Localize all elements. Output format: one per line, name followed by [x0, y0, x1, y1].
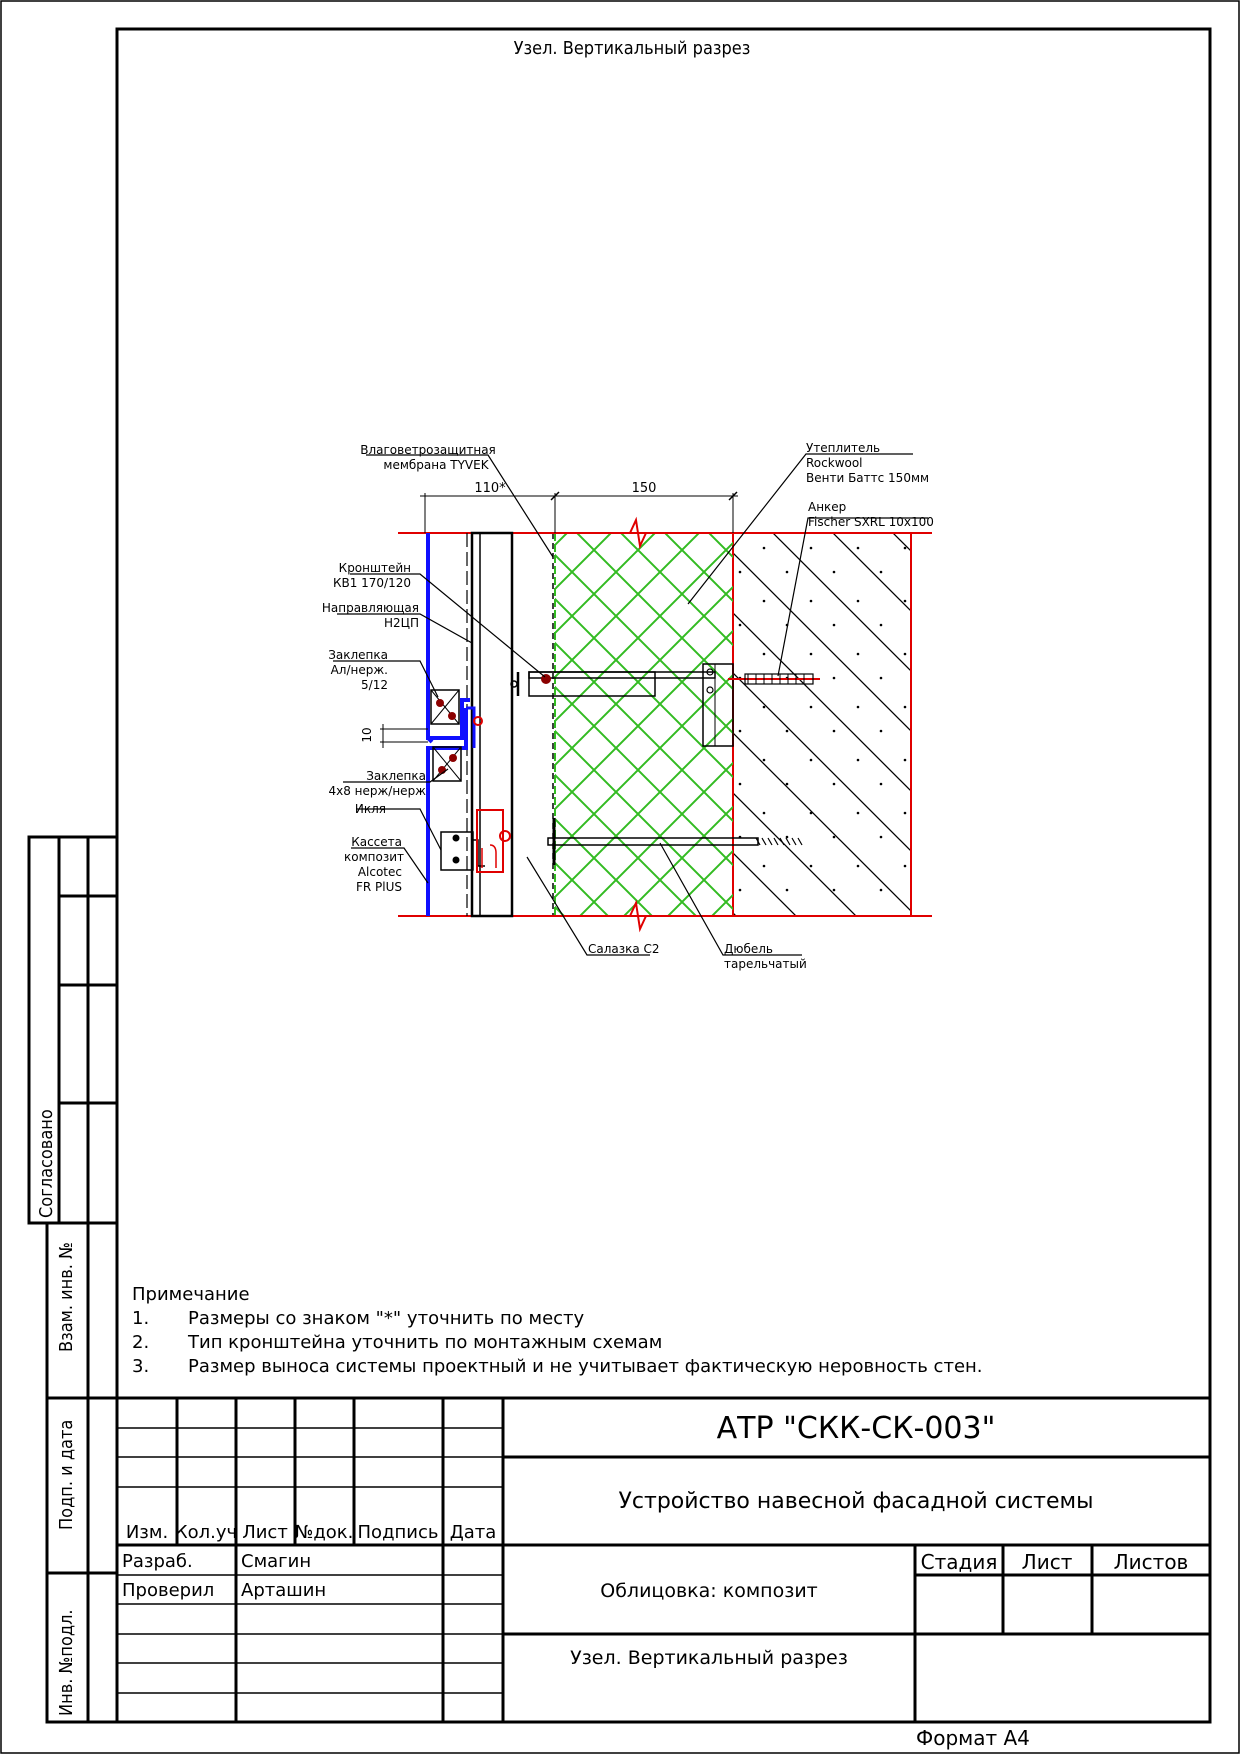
slide-c2 — [477, 810, 503, 872]
stamp-inv-orig: Инв. №подл. — [56, 1609, 77, 1716]
tb-prover-name: Арташин — [241, 1580, 327, 1601]
tb-razrab-role: Разраб. — [122, 1551, 193, 1572]
label-anchor-2: Fischer SXRL 10x100 — [808, 515, 934, 529]
stamp-sign-date: Подп. и дата — [56, 1419, 77, 1530]
label-dowel-2: тарельчатый — [724, 957, 807, 971]
notes-heading: Примечание — [132, 1284, 250, 1305]
note-1-num: 1. — [132, 1308, 150, 1329]
tb-col-list: Лист — [242, 1522, 288, 1543]
label-ikla: Икля — [354, 802, 386, 816]
label-rivet1-1: Заклепка — [328, 648, 388, 662]
tb-sheet-name: Узел. Вертикальный разрез — [570, 1647, 848, 1669]
tb-code: АТР "СКК-СК-003" — [716, 1411, 996, 1446]
tb-col-podpis: Подпись — [357, 1522, 439, 1543]
label-rivet2-2: 4х8 нерж/нерж — [328, 784, 426, 798]
label-insulation-1: Утеплитель — [806, 441, 881, 455]
label-insulation-3: Венти Баттс 150мм — [806, 471, 930, 485]
label-guide-1: Направляющая — [321, 601, 419, 615]
format-label: Формат А4 — [916, 1726, 1030, 1750]
tb-stadiya: Стадия — [920, 1550, 998, 1574]
stamp-agreed: Согласовано — [36, 1109, 57, 1218]
label-cassette-3: Alcotec — [357, 865, 402, 879]
tb-razrab-name: Смагин — [241, 1551, 312, 1572]
stamp-replace-inv: Взам. инв. № — [56, 1242, 77, 1352]
sheet-title-top: Узел. Вертикальный разрез — [513, 38, 751, 59]
label-guide-2: Н2ЦП — [384, 616, 419, 630]
dim-110: 110* — [474, 481, 506, 496]
tb-listov: Листов — [1113, 1550, 1189, 1574]
label-cassette-2: композит — [344, 850, 404, 864]
note-2-num: 2. — [132, 1332, 150, 1353]
tb-col-data: Дата — [449, 1522, 497, 1543]
dim-10: 10 — [360, 727, 374, 743]
label-insulation-2: Rockwool — [806, 456, 863, 470]
insulation-layer — [555, 533, 733, 916]
notes — [132, 1284, 983, 1377]
note-1-text: Размеры со знаком "*" уточнить по месту — [188, 1308, 585, 1329]
label-membrane-2: мембрана TYVEK — [383, 458, 489, 472]
tb-col-izm: Изм. — [125, 1522, 169, 1543]
label-slide: Салазка С2 — [588, 942, 660, 956]
tb-prover-role: Проверил — [122, 1580, 215, 1601]
label-cassette-1: Кассета — [351, 835, 402, 849]
label-bracket-2: КВ1 170/120 — [332, 576, 411, 590]
note-2-text: Тип кронштейна уточнить по монтажным схемам — [188, 1332, 663, 1353]
section-drawing — [322, 441, 934, 971]
label-anchor-1: Анкер — [808, 500, 847, 514]
label-membrane-1: Влаговетрозащитная — [360, 443, 496, 457]
tb-list: Лист — [1021, 1550, 1073, 1574]
tb-col-koluch: Кол.уч — [174, 1522, 238, 1543]
cassette-upper — [428, 533, 470, 738]
note-3-num: 3. — [132, 1356, 150, 1377]
label-rivet1-2: Ал/нерж. — [330, 663, 388, 677]
tb-project: Устройство навесной фасадной системы — [618, 1489, 1094, 1514]
dim-150: 150 — [631, 481, 657, 496]
label-rivet1-3: 5/12 — [361, 678, 388, 692]
label-rivet2-1: Заклепка — [366, 769, 426, 783]
label-dowel-1: Дюбель — [724, 942, 774, 956]
label-cassette-4: FR PlUS — [355, 880, 402, 894]
label-bracket-1: Кронштейн — [338, 561, 411, 575]
tb-cladding: Облицовка: композит — [600, 1580, 818, 1602]
tb-col-ndok: №док. — [294, 1522, 354, 1543]
note-3-text: Размер выноса системы проектный и не учитывает фактическую неровность стен. — [188, 1356, 983, 1377]
